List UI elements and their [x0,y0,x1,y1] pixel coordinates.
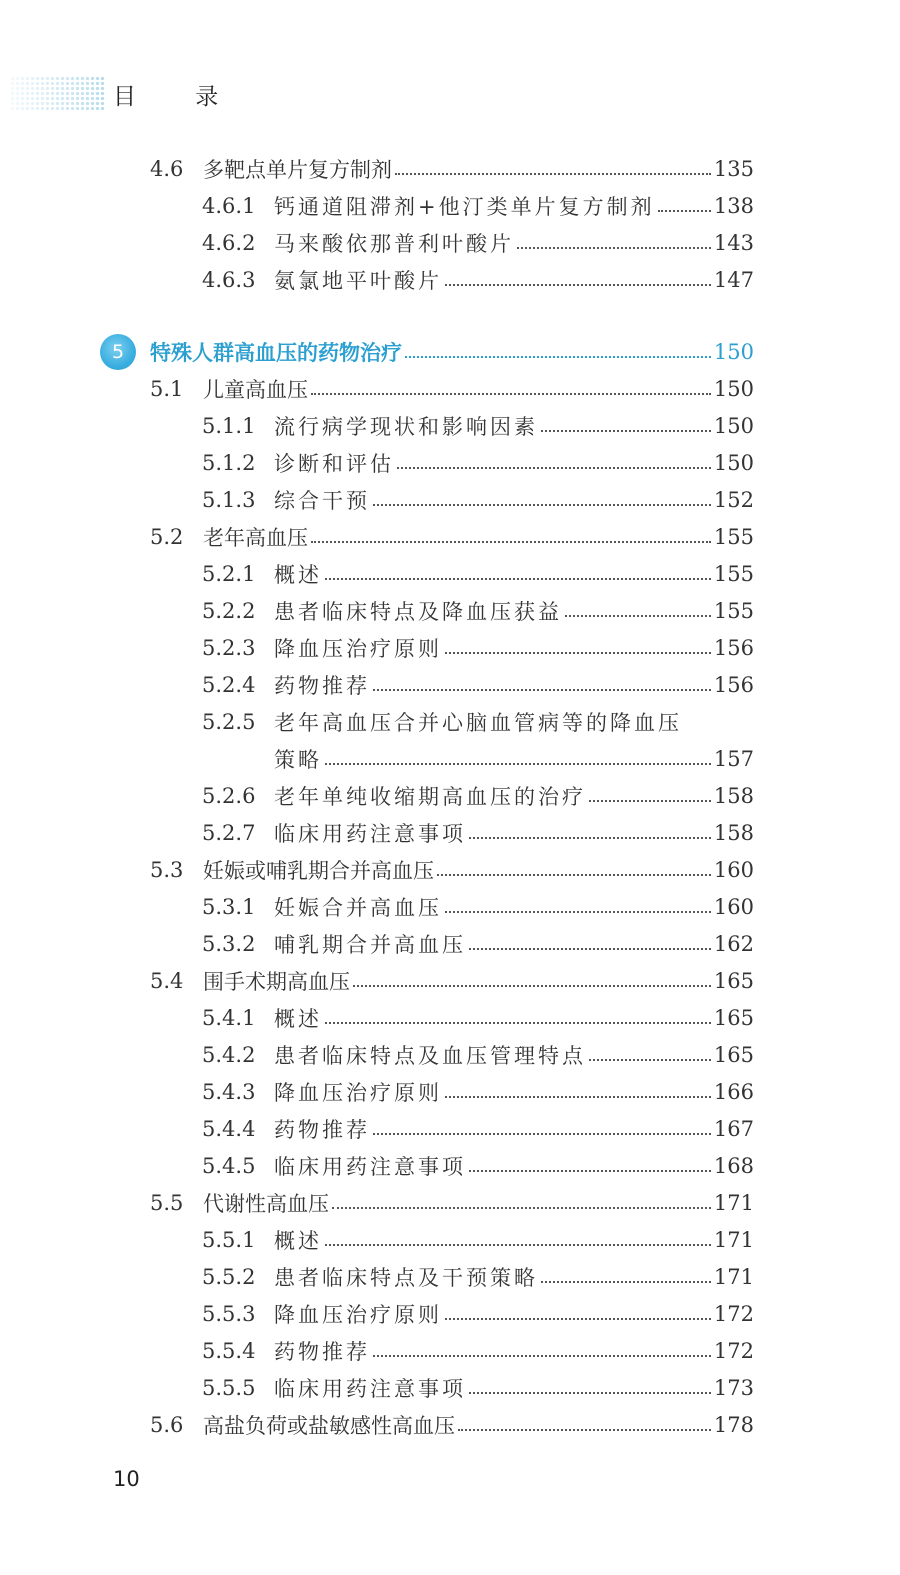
toc-entry-5-2-6[interactable]: 5.2.6 老年单纯收缩期高血压的治疗 158 [202,784,754,809]
dot-leader [373,504,711,506]
dot-leader [445,284,711,286]
dot-leader [325,1244,711,1246]
toc-chapter-5[interactable]: 特殊人群高血压的药物治疗 150 [150,340,754,365]
toc-entry-5-4-5[interactable]: 5.4.5 临床用药注意事项 168 [202,1154,754,1179]
toc-entry-5-5-1[interactable]: 5.5.1 概述 171 [202,1228,754,1253]
page-header [0,70,300,116]
dot-leader [445,652,711,654]
toc-entry-5-4-4[interactable]: 5.4.4 药物推荐 167 [202,1117,754,1142]
dot-leader [395,173,711,175]
dot-leader [332,1207,711,1209]
toc-entry-5-5-2[interactable]: 5.5.2 患者临床特点及干预策略 171 [202,1265,754,1290]
toc-entry-5-4[interactable]: 5.4 围手术期高血压 165 [150,969,754,994]
dot-leader [541,430,711,432]
toc-entry-5-1-1[interactable]: 5.1.1 流行病学现状和影响因素 150 [202,414,754,439]
toc-entry-5-5-5[interactable]: 5.5.5 临床用药注意事项 173 [202,1376,754,1401]
toc-entry-5-4-2[interactable]: 5.4.2 患者临床特点及血压管理特点 165 [202,1043,754,1068]
toc-entry-5-2-4[interactable]: 5.2.4 药物推荐 156 [202,673,754,698]
toc-entry-5-2-1[interactable]: 5.2.1 概述 155 [202,562,754,587]
toc-entry-5-2[interactable]: 5.2 老年高血压 155 [150,525,754,550]
dot-leader [565,615,711,617]
dot-leader [469,837,711,839]
dot-leader [373,689,711,691]
toc-entry-5-2-2[interactable]: 5.2.2 患者临床特点及降血压获益 155 [202,599,754,624]
toc-entry-5-1-3[interactable]: 5.1.3 综合干预 152 [202,488,754,513]
toc-entry-5-1-2[interactable]: 5.1.2 诊断和评估 150 [202,451,754,476]
toc-entry-5-5-3[interactable]: 5.5.3 降血压治疗原则 172 [202,1302,754,1327]
dot-leader [405,356,711,358]
toc-entry-5-6[interactable]: 5.6 高盐负荷或盐敏感性高血压 178 [150,1413,754,1438]
toc-entry-5-3-2[interactable]: 5.3.2 哺乳期合并高血压 162 [202,932,754,957]
toc-entry-4-6-1[interactable]: 4.6.1 钙通道阻滞剂+他汀类单片复方制剂 138 [202,194,754,219]
page-title: 目 录 [113,84,245,110]
dot-leader [445,911,711,913]
toc-entry-5-2-3[interactable]: 5.2.3 降血压治疗原则 156 [202,636,754,661]
dot-leader [458,1429,711,1431]
dot-leader [311,541,711,543]
dot-leader [469,1170,711,1172]
dot-leader [325,1022,711,1024]
dot-leader [373,1355,711,1357]
toc-entry-5-1[interactable]: 5.1 儿童高血压 150 [150,377,754,402]
chapter-number-badge: 5 [100,334,136,370]
dot-leader [445,1318,711,1320]
dot-leader [469,948,711,950]
toc-entry-5-3[interactable]: 5.3 妊娠或哺乳期合并高血压 160 [150,858,754,883]
toc-entry-5-4-1[interactable]: 5.4.1 概述 165 [202,1006,754,1031]
toc-entry-5-2-7[interactable]: 5.2.7 临床用药注意事项 158 [202,821,754,846]
toc-entry-4-6-2[interactable]: 4.6.2 马来酸依那普利叶酸片 143 [202,231,754,256]
dot-leader [589,800,711,802]
dot-leader [311,393,711,395]
dot-leader [353,985,711,987]
dot-leader [373,1133,711,1135]
dot-leader [541,1281,711,1283]
page-number: 10 [113,1467,140,1491]
toc-entry-4-6[interactable]: 4.6 多靶点单片复方制剂 135 [150,157,754,182]
toc-entry-5-5[interactable]: 5.5 代谢性高血压 171 [150,1191,754,1216]
dot-leader [325,578,711,580]
dot-leader [589,1059,711,1061]
toc-entry-5-4-3[interactable]: 5.4.3 降血压治疗原则 166 [202,1080,754,1105]
dot-leader [325,763,711,765]
toc-entry-4-6-3[interactable]: 4.6.3 氨氯地平叶酸片 147 [202,268,754,293]
dot-leader [469,1392,711,1394]
toc-entry-5-2-5-continued[interactable]: 策略 157 [274,747,754,772]
toc-entry-5-5-4[interactable]: 5.5.4 药物推荐 172 [202,1339,754,1364]
decorative-dot-pattern [10,76,106,110]
dot-leader [437,874,711,876]
dot-leader [517,247,711,249]
dot-leader [658,210,711,212]
dot-leader [445,1096,711,1098]
toc-entry-5-2-5[interactable]: 5.2.5 老年高血压合并心脑血管病等的降血压 [202,710,682,735]
dot-leader [397,467,711,469]
toc-entry-5-3-1[interactable]: 5.3.1 妊娠合并高血压 160 [202,895,754,920]
